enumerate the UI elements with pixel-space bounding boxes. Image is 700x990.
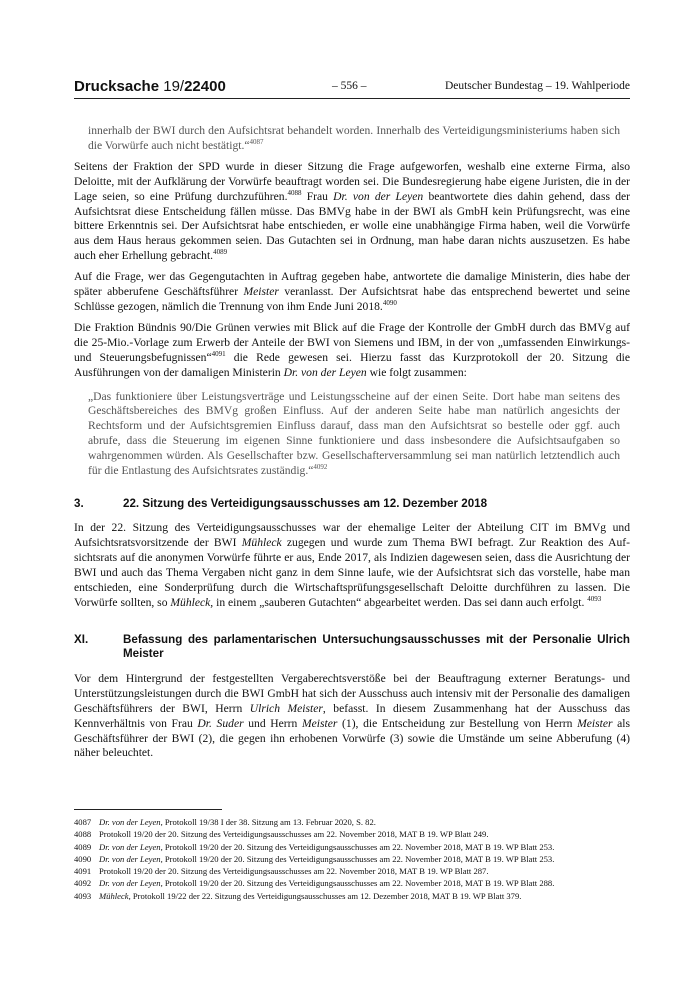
paragraph-spd: Seitens der Fraktion der SPD wurde in dieser Sitzung die Frage aufgeworfen, weshalb eine externe Firma, also Deloitte, mit der Aufklärung der Vorwürfe beauftragt worden sei. Die Bundesregierung habe eigene Juristen, die in der Lage seien, so eine Prüfung durchzuführen.$^{4088}$ Frau Dr. von der Leyen beantwortete dies dahin gehend, dass der Aufsichtsrat diese Entscheidung fällen müsse. Das BMVg habe in der BWI als GmbH kein Prüfungsrecht, was eine bittere Erkenntnis sei. Der Aufsichtsrat habe entschieden, er wolle eine unabhängige Firma haben, weil die Vorwürfe aus dem Haus heraus gekommen seien. Das Gutachten sei in Ordnung, man habe daran nichts auszusetzen. Es habe auch eher Erhellung gebracht.$^{4089}$ <box>74 159 630 263</box>
drucksache-word: Drucksache <box>74 78 160 95</box>
drucksache-label <box>74 78 226 95</box>
footnote: 4090 Dr. von der Leyen, Protokoll 19/20 der 20. Sitzung des Verteidigungsausschusses am 22. November 2018, MAT B 19. WP Blatt 253. <box>74 853 555 864</box>
footnote-ref[interactable]: 4090 <box>382 299 397 308</box>
footnote-ref[interactable]: 4092 <box>313 463 328 472</box>
footnote: 4093 Mühleck, Protokoll 19/22 der 22. Sitzung des Verteidigungsausschusses am 12. Dezember 2018, MAT B 19. WP Blatt 379. <box>74 890 522 901</box>
footnote: 4092 Dr. von der Leyen, Protokoll 19/20 der 20. Sitzung des Verteidigungsausschusses am 22. November 2018, MAT B 19. WP Blatt 288. <box>74 878 555 889</box>
quote-block-top: innerhalb der BWI durch den Aufsichtsrat behandelt worden. Innerhalb des Verteidigungsministeriums haben sich die Vorwürfe auch nicht bestätigt.“$^{4087}$ <box>88 124 620 152</box>
footnote: 4088 Protokoll 19/20 der 20. Sitzung des Verteidigungsausschusses am 22. November 2018, MAT B 19. WP Blatt 249. <box>74 829 489 840</box>
footnotes <box>74 816 630 902</box>
footnote: 4087 Dr. von der Leyen, Protokoll 19/38 I der 38. Sitzung am 13. Februar 2020, S. 82. <box>74 817 376 827</box>
footnote-divider <box>74 809 222 810</box>
footnote-ref[interactable]: 4091 <box>211 349 226 358</box>
paragraph-gegengutachten: Auf die Frage, wer das Gegengutachten in Auftrag gegeben habe, antwortete die damalige Ministerin, dies habe der später abberufene Geschäftsführer Meister veranlasst. Der Aufsichtsrat habe das entsprechend bewertet und seine Schlüsse gezogen, nämlich die Trennung von ihm Ende Juni 2018.$^{4090}$ <box>74 270 631 313</box>
footnote-ref[interactable]: 4087 <box>249 138 264 147</box>
section-heading-xi: XI. Befassung des parlamentarischen Untersuchungsausschusses mit der Personalie Ulrich Meister <box>74 632 630 661</box>
drucksache-number: 22400 <box>184 78 226 95</box>
section-heading-3: 3. 22. Sitzung des Verteidigungsausschusses am 12. Dezember 2018 <box>74 496 488 510</box>
paragraph-meister: Vor dem Hintergrund der festgestellten Vergaberechtsverstöße bei der Beauftragung externer Beratungs- und Unterstützungsleistungen durch die BWI GmbH hat sich der Ausschuss auch intensiv mit der Personalie des damaligen Geschäftsführers der BWI, Herrn Ulrich Meister, befasst. In diesem Zusammenhang hat der Ausschuss das Kennverhältnis von Frau Dr. Suder und Herrn Meister (1), die Entscheidung zur Bestellung von Herrn Meister als Geschäftsführer der BWI (2), die gegen ihn erhobenen Vorwürfe (3) sowie die Umstände um seine Abberufung (4) näher beleuchtet. <box>74 671 631 760</box>
footnote-ref[interactable]: 4089 <box>213 248 228 257</box>
main-content <box>74 124 630 767</box>
paragraph-gruene: Die Fraktion Bündnis 90/Die Grünen verwies mit Blick auf die Frage der Kontrolle der GmbH durch das BMVg auf die 25-Mio.-Vorlage zum Erwerb der Anteile der BWI von Siemens und IBM, in der von „umfassenden Einwirkungs- und Steuerungsbefugnissen“$^{4091}$ die Rede gewesen sei. Hierzu fasst das Kurzprotokoll der 20. Sitzung die Ausführungen von der damaligen Ministerin Dr. von der Leyen wie folgt zusammen: <box>74 320 631 379</box>
quote-block-kurzprotokoll: „Das funktioniere über Leistungsverträge und Leistungsscheine auf der einen Seite. Dort habe man seitens des Geschäftsbereiches des BMVg großen Einfluss. Auf der anderen Seite habe man natürlich angesichts der Rechtsform und der Aufsichtsgremien Einfluss darauf, dass man den Aufsichtsrat so bestelle oder ggf. auch abrufe, dass die Steuerung im eigenen Sinne funktioniere und dass insbesondere die Aufsichtsaufgaben so wahrgenommen würden. Als Gesellschafter bzw. Gesellschafterversammlung sei man natürlich letztendlich auch für die Entlastung des Aufsichtsrates zuständig.“$^{4092}$ <box>88 389 620 478</box>
footnote: 4089 Dr. von der Leyen, Protokoll 19/20 der 20. Sitzung des Verteidigungsausschusses am 22. November 2018, MAT B 19. WP Blatt 253. <box>74 841 555 852</box>
page-number: – 556 – <box>332 80 367 92</box>
footnote-ref[interactable]: 4093 <box>587 595 602 604</box>
page-header <box>74 78 630 99</box>
publisher: Deutscher Bundestag – 19. Wahlperiode <box>444 80 630 92</box>
footnote-ref[interactable]: 4088 <box>287 188 302 197</box>
paragraph-muehleck: In der 22. Sitzung des Verteidigungsausschusses war der ehemalige Leiter der Abteilung CIT im BMVg und Aufsichtsratsvorsitzende der BWI Mühleck zugegen und wurde zum Thema BWI befragt. Zur Reaktion des Aufsichtsrats auf die anonymen Vorwürfe führte er aus, Ende 2017, als Indizien dagewesen seien, dass die Ausrichtung der BWI und auch das Thema Vergaben nicht ganz in dem Sinne laufe, wie der Aufsichtsrat sich das vorstelle, habe man entschieden, eine Sonderprüfung durch die Wirtschaftsprüfungsgesellschaft Deloitte durchführen zu lassen. Die Vorwürfe sollten, so Mühleck, in einem „sauberen Gutachten“ abgearbeitet werden. Das sei dann auch erfolgt. $^{4093}$ <box>74 521 630 609</box>
drucksache-prefix: 19/ <box>163 78 185 95</box>
footnote: 4091 Protokoll 19/20 der 20. Sitzung des Verteidigungsausschusses am 22. November 2018, MAT B 19. WP Blatt 287. <box>74 866 489 877</box>
